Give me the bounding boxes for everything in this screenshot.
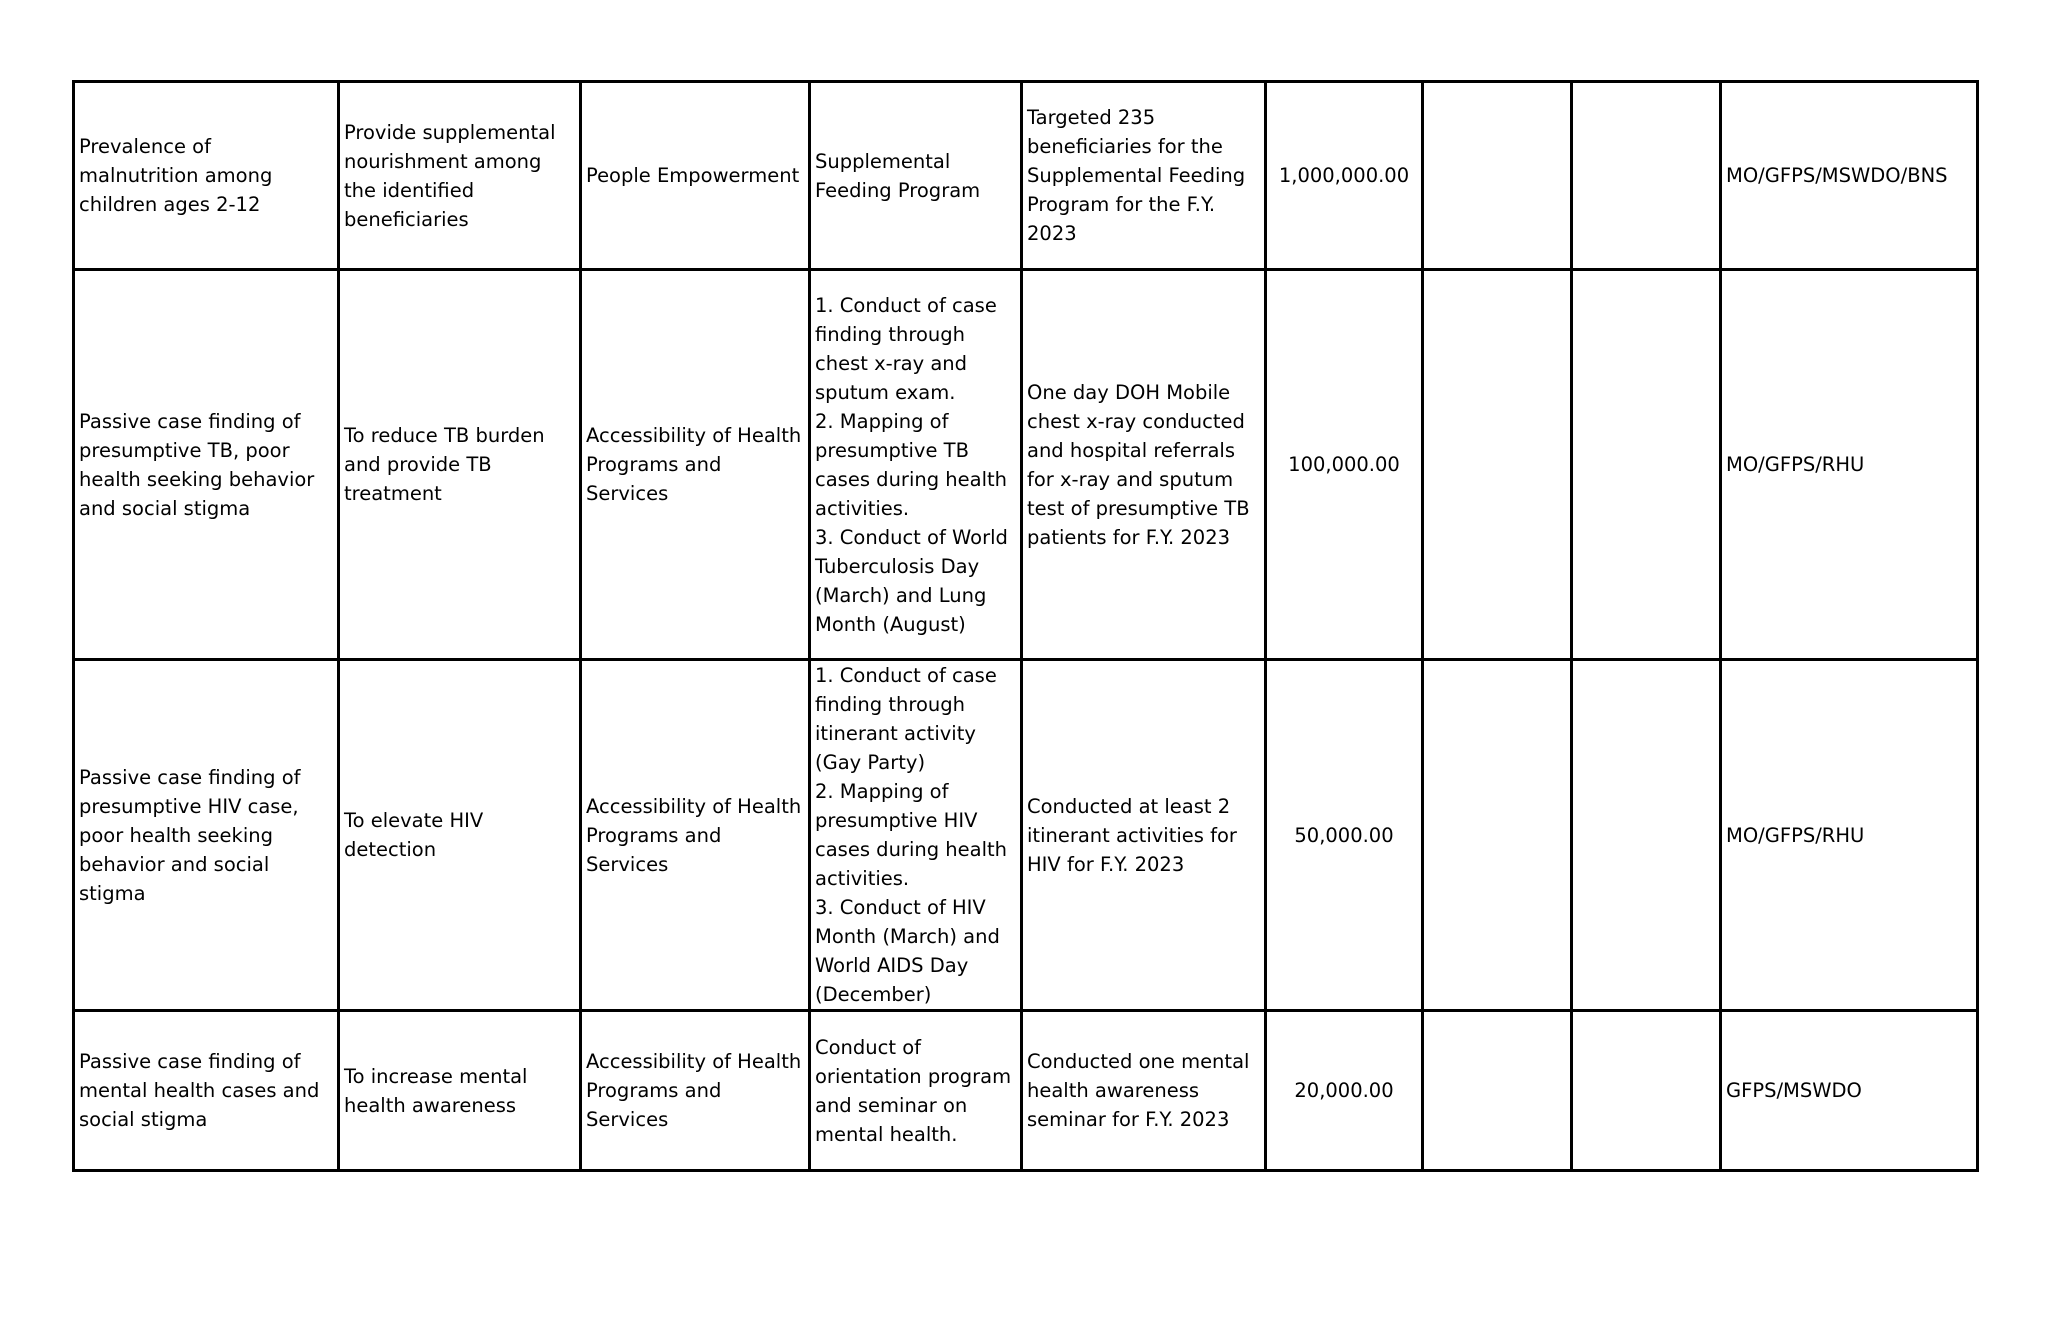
responsible-office-cell: MO/GFPS/RHU <box>1721 270 1978 660</box>
empty-cell <box>1572 82 1721 270</box>
empty-cell <box>1572 660 1721 1011</box>
responsible-office-cell: MO/GFPS/MSWDO/BNS <box>1721 82 1978 270</box>
indicator-cell: One day DOH Mobile chest x-ray conducted and hospital referrals for x-ray and sputum test of presumptive TB patients for F.Y. 2023 <box>1022 270 1266 660</box>
table-row <box>74 270 1978 660</box>
empty-cell <box>1423 1011 1572 1171</box>
gender-issue-cell: Passive case finding of mental health cases and social stigma <box>74 1011 339 1171</box>
indicator-cell: Conducted one mental health awareness seminar for F.Y. 2023 <box>1022 1011 1266 1171</box>
indicator-cell: Targeted 235 beneficiaries for the Supplemental Feeding Program for the F.Y. 2023 <box>1022 82 1266 270</box>
activity-cell: 1. Conduct of case finding through itinerant activity (Gay Party) 2. Mapping of presumptive HIV cases during health activities. 3. Conduct of HIV Month (March) and World AIDS Day (December) <box>810 660 1022 1011</box>
program-cell: Accessibility of Health Programs and Services <box>581 1011 810 1171</box>
table-row <box>74 82 1978 270</box>
responsible-office-cell: MO/GFPS/RHU <box>1721 660 1978 1011</box>
empty-cell <box>1572 1011 1721 1171</box>
empty-cell <box>1423 82 1572 270</box>
objective-cell: Provide supplemental nourishment among the identified beneficiaries <box>339 82 581 270</box>
table-row <box>74 660 1978 1011</box>
budget-cell: 100,000.00 <box>1266 270 1423 660</box>
activity-cell: Conduct of orientation program and seminar on mental health. <box>810 1011 1022 1171</box>
gender-issue-cell: Passive case finding of presumptive HIV case, poor health seeking behavior and social stigma <box>74 660 339 1011</box>
objective-cell: To increase mental health awareness <box>339 1011 581 1171</box>
program-cell: People Empowerment <box>581 82 810 270</box>
budget-cell: 1,000,000.00 <box>1266 82 1423 270</box>
program-cell: Accessibility of Health Programs and Services <box>581 270 810 660</box>
activity-cell: Supplemental Feeding Program <box>810 82 1022 270</box>
gender-issue-cell: Prevalence of malnutrition among children ages 2-12 <box>74 82 339 270</box>
gender-issue-cell: Passive case finding of presumptive TB, poor health seeking behavior and social stigma <box>74 270 339 660</box>
activity-cell: 1. Conduct of case finding through chest x-ray and sputum exam. 2. Mapping of presumptive TB cases during health activities. 3. Conduct of World Tuberculosis Day (March) and Lung Month (August) <box>810 270 1022 660</box>
objective-cell: To reduce TB burden and provide TB treatment <box>339 270 581 660</box>
responsible-office-cell: GFPS/MSWDO <box>1721 1011 1978 1171</box>
objective-cell: To elevate HIV detection <box>339 660 581 1011</box>
empty-cell <box>1423 270 1572 660</box>
budget-cell: 20,000.00 <box>1266 1011 1423 1171</box>
empty-cell <box>1572 270 1721 660</box>
indicator-cell: Conducted at least 2 itinerant activities for HIV for F.Y. 2023 <box>1022 660 1266 1011</box>
gad-plan-table <box>72 80 1979 1172</box>
budget-cell: 50,000.00 <box>1266 660 1423 1011</box>
empty-cell <box>1423 660 1572 1011</box>
program-cell: Accessibility of Health Programs and Services <box>581 660 810 1011</box>
table-row <box>74 1011 1978 1171</box>
